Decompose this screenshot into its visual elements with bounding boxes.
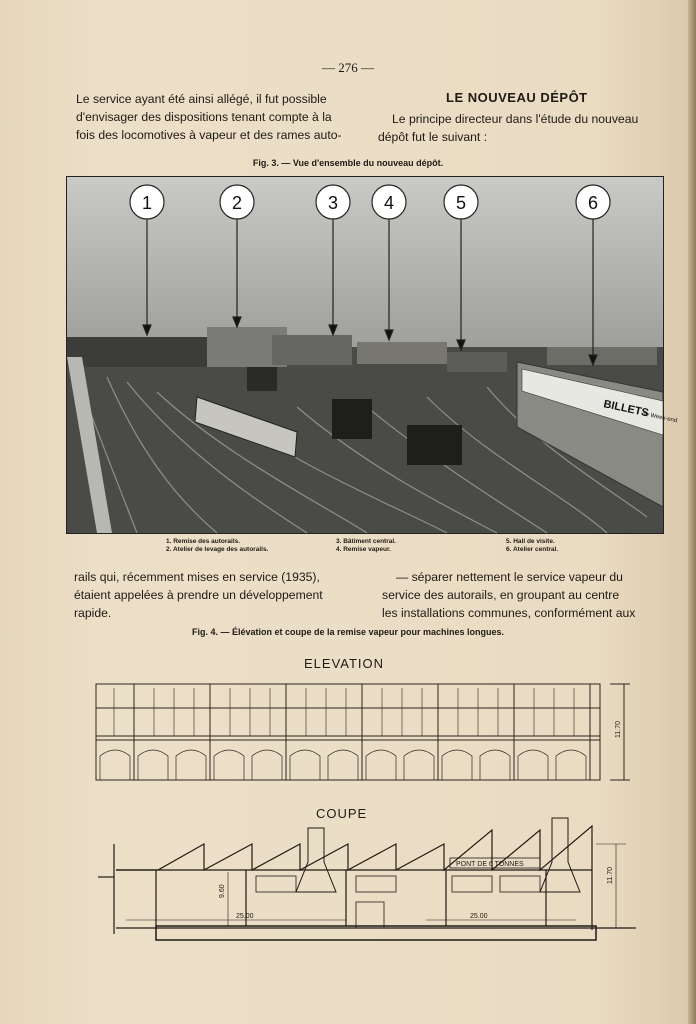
section-heading: LE NOUVEAU DÉPÔT <box>446 90 588 105</box>
legend-col-3 <box>506 538 558 554</box>
right-bottom-paragraph <box>382 568 664 622</box>
legend-col-1 <box>166 538 268 554</box>
right-top-paragraph <box>378 110 660 146</box>
elevation-label: ELEVATION <box>304 656 385 671</box>
sign-weekend: de Week-end <box>641 411 678 425</box>
text-line: d'envisager des dispositions tenant compte à la <box>76 110 332 124</box>
marker-4-label: 4 <box>383 193 395 213</box>
marker-2-label: 2 <box>231 193 243 213</box>
text-line: rails qui, récemment mises en service (1935), <box>74 570 320 584</box>
crane-label: PONT DE 6 TONNES <box>456 861 524 868</box>
legend-item: 5. Hall de visite. <box>506 538 555 545</box>
text-line: étaient appelées à prendre un développement <box>74 588 323 602</box>
legend-item: 4. Remise vapeur. <box>336 546 391 553</box>
marker-5-label: 5 <box>455 193 467 213</box>
page-number: — 276 — <box>322 60 374 75</box>
right-dimension: 11.70 <box>607 867 614 884</box>
left-bottom-paragraph <box>74 568 354 622</box>
text-line: rapide. <box>74 606 112 620</box>
legend-item: 6. Atelier central. <box>506 546 559 553</box>
depot-photo-illustration <box>67 177 678 533</box>
legend-item: 2. Atelier de levage des autorails. <box>166 546 269 553</box>
marker-3-label: 3 <box>327 193 339 213</box>
span-left-dimension: 25.00 <box>236 913 254 920</box>
legend-col-2 <box>336 538 396 554</box>
page-edge <box>688 0 696 1024</box>
text-line: fois des locomotives à vapeur et des rames auto- <box>76 128 342 142</box>
text-line: dépôt fut le suivant : <box>378 130 488 144</box>
sign-billets: BILLETS <box>602 398 650 420</box>
marker-1-label: 1 <box>141 193 153 213</box>
span-right-dimension: 25.00 <box>470 913 488 920</box>
left-top-paragraph <box>76 90 348 144</box>
text-line: Le service ayant été ainsi allégé, il fut possible <box>76 92 327 106</box>
text-line: — séparer nettement le service vapeur du <box>396 570 623 584</box>
height-dimension: 9.60 <box>219 884 226 898</box>
text-line: service des autorails, en groupant au centre <box>382 588 620 602</box>
coupe-drawing <box>96 822 656 952</box>
marker-6-label: 6 <box>587 193 599 213</box>
fig3-caption: Fig. 3. — Vue d'ensemble du nouveau dépôt. <box>252 158 444 168</box>
depot-photograph <box>66 176 678 534</box>
coupe-label: COUPE <box>316 806 368 821</box>
legend-item: 3. Bâtiment central. <box>336 538 396 545</box>
text-line: les installations communes, conformément aux <box>382 606 636 620</box>
fig4-caption: Fig. 4. — Élévation et coupe de la remise vapeur pour machines longues. <box>191 627 505 637</box>
legend-item: 1. Remise des autorails. <box>166 538 241 545</box>
elevation-dimension: 11.70 <box>615 721 622 738</box>
text-line: Le principe directeur dans l'étude du nouveau <box>392 112 639 126</box>
elevation-drawing <box>90 676 650 786</box>
